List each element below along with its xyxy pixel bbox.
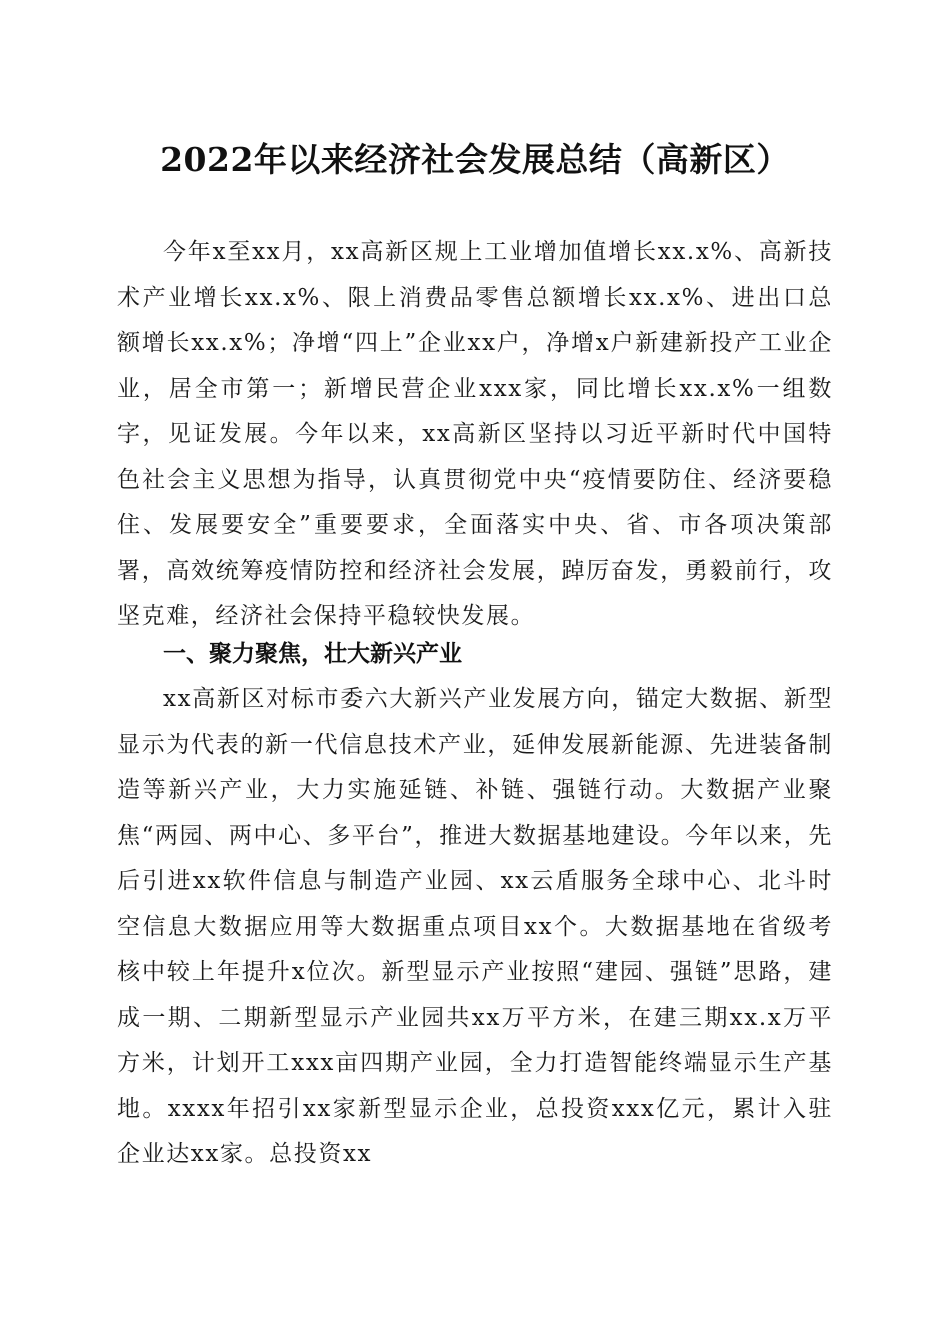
intro-paragraph: 今年x至xx月，xx高新区规上工业增加值增长xx.x%、高新技术产业增长xx.x%、限上消费品零售总额增长xx.x%、进出口总额增长xx.x%；净增“四上”企业xx户，净增x户新建新投产工业企业，居全市第一；新增民营企业xxx家，同比增长xx.x%一组数字，见证发展。今年以来，xx高新区坚持以习近平新时代中国特色社会主义思想为指导，认真贯彻党中央“疫情要防住、经济要稳住、发展要安全”重要要求，全面落实中央、省、市各项决策部署，高效统筹疫情防控和经济社会发展，踔厉奋发，勇毅前行，攻坚克难，经济社会保持平稳较快发展。 xyxy=(117,239,833,629)
section-1-paragraph: xx高新区对标市委六大新兴产业发展方向，锚定大数据、新型显示为代表的新一代信息技术产业，延伸发展新能源、先进装备制造等新兴产业，大力实施延链、补链、强链行动。大数据产业聚焦“两园、两中心、多平台”，推进大数据基地建设。今年以来，先后引进xx软件信息与制造产业园、xx云盾服务全球中心、北斗时空信息大数据应用等大数据重点项目xx个。大数据基地在省级考核中较上年提升x位次。新型显示产业按照“建园、强链”思路，建成一期、二期新型显示产业园共xx万平方米，在建三期xx.x万平方米，计划开工xxx亩四期产业园，全力打造智能终端显示生产基地。xxxx年招引xx家新型显示企业，总投资xxx亿元，累计入驻企业达xx家。总投资xx xyxy=(117,686,833,1167)
document-title: 2022年以来经济社会发展总结（高新区） xyxy=(160,140,790,179)
section-heading-1: 一、聚力聚焦，壮大新兴产业 xyxy=(163,641,462,667)
